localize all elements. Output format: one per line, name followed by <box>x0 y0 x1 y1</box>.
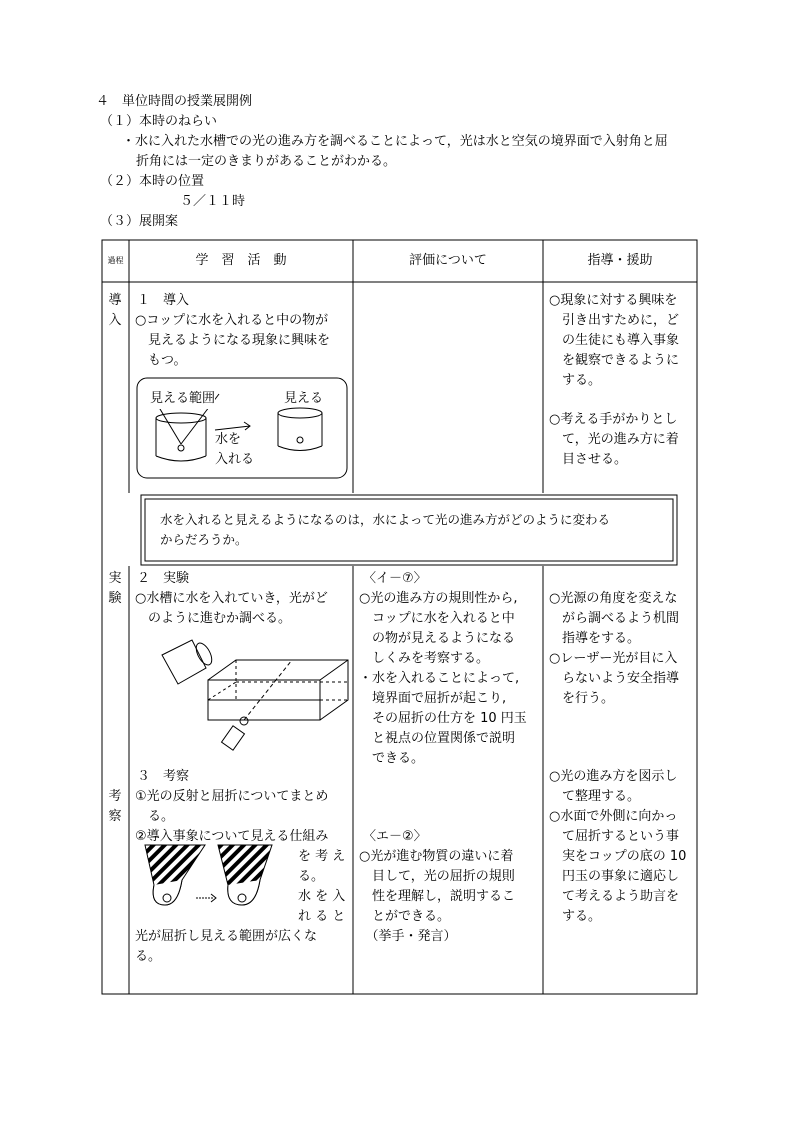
intro-title: １ 導入 <box>137 293 190 308</box>
discussion-side-4: れ る と <box>298 909 346 924</box>
experiment-line-1: ○水槽に水を入れていき，光がど <box>135 591 328 606</box>
position-label: （２）本時の位置 <box>100 174 205 189</box>
discussion-line-2: る。 <box>135 809 175 824</box>
intro-guide-4: を観察できるように <box>549 353 680 368</box>
intro-guide-5: する。 <box>549 373 602 388</box>
experiment-guide-3: 指導をする。 <box>549 631 641 646</box>
aim-line-2: 折角には一定のきまりがあることがわかる。 <box>136 154 397 169</box>
experiment-title: ２ 実験 <box>137 571 190 586</box>
experiment-eval-4: の物が見えるようになる <box>359 631 516 646</box>
stage-intro-1: 導 <box>108 293 122 308</box>
discussion-eval-5: とができる。 <box>359 909 451 924</box>
discussion-side-2: る。 <box>298 869 325 884</box>
experiment-guide-2: がら調べるよう机間 <box>549 611 680 626</box>
experiment-eval-9: と視点の位置関係で説明 <box>359 731 516 746</box>
experiment-guide-1: ○光源の角度を変えな <box>549 591 678 606</box>
discussion-side-3: 水 を 入 <box>298 889 346 904</box>
discussion-eval-2: ○光が進む物質の違いに着 <box>359 849 514 864</box>
intro-guide-2: 引き出すために，ど <box>549 313 680 328</box>
intro-line-2: 見えるようになる現象に興味を <box>135 333 331 348</box>
discussion-line-3: ②導入事象について見える仕組み <box>135 829 329 844</box>
discussion-guide-5: 実をコップの底の 10 <box>549 849 687 864</box>
experiment-eval-8: その屈折の仕方を 10 円玉 <box>359 711 527 726</box>
discussion-eval-3: 目して，光の屈折の規則 <box>359 869 515 884</box>
discussion-guide-7: て考えるよう助言を <box>549 889 680 904</box>
discussion-side-1: を 考 え <box>298 849 346 864</box>
header-stage: 過程 <box>107 256 124 265</box>
plan-label: （３）展開案 <box>100 214 179 229</box>
fig-visible-range-label: 見える範囲 <box>150 389 215 409</box>
experiment-guide-5: らないよう安全指導 <box>549 671 680 686</box>
experiment-eval-10: できる。 <box>359 751 425 766</box>
intro-guide-1: ○現象に対する興味を <box>549 293 678 308</box>
stage-experiment-1: 実 <box>108 571 122 586</box>
position-value: ５／１１時 <box>180 194 246 209</box>
experiment-line-2: のように進むか調べる。 <box>135 611 292 626</box>
discussion-eval-1: 〈エ－②〉 <box>363 829 427 844</box>
experiment-eval-3: コップに水を入れると中 <box>359 611 515 626</box>
intro-guide-3: の生徒にも導入事象 <box>549 333 680 348</box>
discussion-guide-1: ○光の進み方を図示し <box>549 769 678 784</box>
discussion-bottom-2: る。 <box>135 949 162 964</box>
experiment-guide-6: を行う。 <box>549 691 615 706</box>
aim-label: （１）本時のねらい <box>100 114 218 129</box>
stage-discussion-1: 考 <box>108 789 122 804</box>
discussion-guide-8: する。 <box>549 909 602 924</box>
tank-figure <box>162 640 348 750</box>
question-line-2: からだろうか。 <box>160 532 248 547</box>
experiment-eval-1: 〈イ－⑦〉 <box>363 571 427 586</box>
stage-intro-2: 入 <box>108 313 122 328</box>
discussion-guide-2: て整理する。 <box>549 789 641 804</box>
experiment-eval-2: ○光の進み方の規則性から, <box>359 591 518 606</box>
header-guidance: 指導・援助 <box>587 253 653 268</box>
experiment-eval-5: しくみを考察する。 <box>359 651 490 666</box>
discussion-guide-6: 円玉の事象に適応し <box>549 869 680 884</box>
discussion-bottom-1: 光が屈折し見える範囲が広くな <box>135 929 318 944</box>
fig-water-label-2: 入れる <box>215 452 255 467</box>
intro-line-3: もつ。 <box>135 353 187 368</box>
question-line-1: 水を入れると見えるようになるのは，水によって光の進み方がどのように変わる <box>160 512 611 527</box>
discussion-guide-3: ○水面で外側に向かっ <box>549 809 678 824</box>
discussion-line-1: ①光の反射と屈折についてまとめ <box>135 789 329 804</box>
intro-guide-8: 目させる。 <box>549 452 628 467</box>
fig-visible-label: 見える <box>284 391 324 406</box>
intro-guide-7: て，光の進み方に着 <box>549 432 679 447</box>
stage-discussion-2: 察 <box>108 809 122 824</box>
experiment-eval-6: ・水を入れることによって, <box>359 671 520 686</box>
header-evaluation: 評価について <box>409 253 487 268</box>
discussion-guide-4: て屈折するという事 <box>549 829 680 844</box>
stage-experiment-2: 験 <box>108 591 122 606</box>
discussion-eval-4: 性を理解し，説明するこ <box>359 889 516 904</box>
fig-water-label-1: 水を <box>215 432 242 447</box>
discussion-title: ３ 考察 <box>137 769 190 784</box>
discussion-eval-6: （挙手・発言） <box>359 929 457 944</box>
section-heading: ４ 単位時間の授業展開例 <box>96 94 253 109</box>
aim-line-1: ・水に入れた水槽での光の進み方を調べることによって，光は水と空気の境界面で入射角と屈 <box>122 134 668 149</box>
experiment-eval-7: 境界面で屈折が起こり, <box>359 691 507 706</box>
intro-line-1: ○コップに水を入れると中の物が <box>135 313 329 328</box>
header-activity: 学 習 活 動 <box>195 253 287 268</box>
experiment-guide-4: ○レーザー光が目に入 <box>549 651 678 666</box>
intro-guide-6: ○考える手がかりとし <box>549 412 678 427</box>
refraction-figure <box>145 845 272 905</box>
